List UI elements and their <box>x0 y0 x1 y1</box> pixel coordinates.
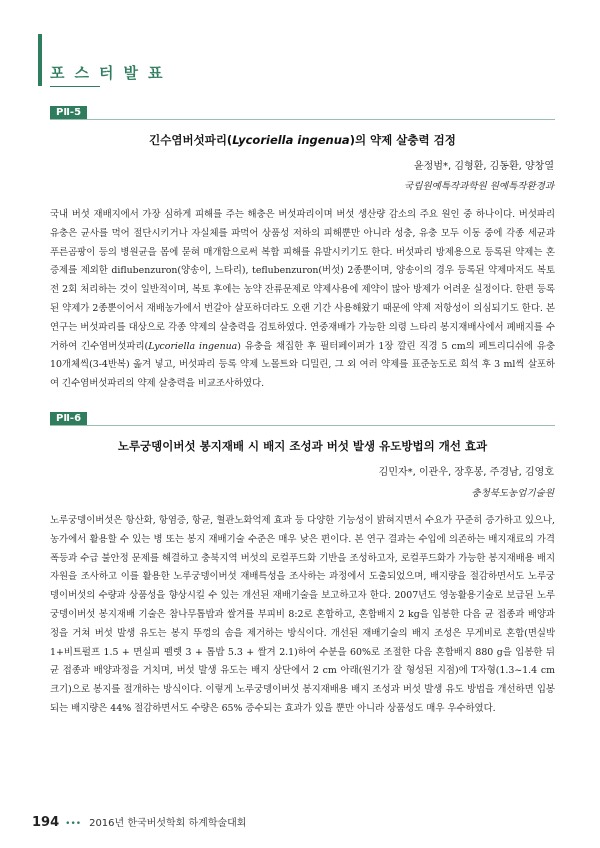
paper-2-authors: 김민자*, 이관우, 장후봉, 주경남, 김영호 <box>378 467 554 478</box>
paper-2-divider <box>50 425 555 426</box>
section-label-char: 표 <box>148 64 163 82</box>
paper-1-badge-row <box>50 106 555 120</box>
paper-1-title-part: )의 약제 살충력 검정 <box>349 133 456 147</box>
conference-name: 2016년 한국버섯학회 하계학술대회 <box>89 818 247 829</box>
paper-2-affiliation: 충청북도농업기술원 <box>471 488 554 499</box>
paper-1-title-species: Lycoriella ingenua <box>232 133 350 147</box>
page-footer <box>32 814 246 830</box>
paper-2-badge-row <box>50 412 555 426</box>
paper-1-title <box>50 132 555 148</box>
section-label-char: 스 <box>74 64 89 82</box>
page-number: 194 <box>32 815 60 830</box>
paper-1-affiliation: 국립원예특작과학원 원예특작환경과 <box>404 181 554 192</box>
paper-2-title: 노루궁뎅이버섯 봉지재배 시 배지 조성과 버섯 발생 유도방법의 개선 효과 <box>117 439 488 453</box>
section-label-underline <box>50 86 100 87</box>
paper-1-title-part: 긴수염버섯파리( <box>149 133 233 147</box>
paper-1-badge: PⅡ-5 <box>50 106 87 120</box>
section-label-char: 터 <box>99 64 114 82</box>
header-accent-bar <box>38 34 42 86</box>
paper-1-divider <box>50 119 555 120</box>
footer-dots: ••• <box>65 819 82 829</box>
paper-1-abstract-part: 국내 버섯 재배지에서 가장 심하게 피해를 주는 해충은 버섯파리이며 버섯 생산량 감소의 주요 원인 중 하나이다. 버섯파리 유충은 균사를 먹어 절단시키거나 자실체를 파먹어 상품성 저하의 피해뿐만 아니라 성충, 유충 모두 이동 중에 각종 세균과 푸른곰팡이 등의 병원균을 몸에 묻혀 매개함으로써 복합 피해를 유발시키기도 한다. 버섯파리 방제용으로 등록된 약제는 혼증제를 제외한 diflubenzuron(양송이, 느타리), teflubenzuron(버섯) 2종뿐이며, 양송이의 경우 등록된 약제마저도 복토 전 2회 처리하는 것이 일반적이며, 복토 후에는 농약 잔류문제로 약제사용에 제약이 많아 방제가 어려운 실정이다. 한편 등록된 약제가 2종뿐이어서 재배농가에서 번갈아 살포하더라도 오랜 기간 사용해왔기 때문에 약제 저항성이 의심되기도 한다. 본 연구는 버섯파리를 대상으로 각종 약제의 살충력을 검토하였다. 연중재배가 가능한 의령 느타리 봉지재배사에서 폐배지를 수거하여 긴수염버섯파리( <box>50 209 555 352</box>
paper-2-badge: PⅡ-6 <box>50 412 87 426</box>
section-label-char: 포 <box>50 64 65 82</box>
paper-2-abstract: 노루궁뎅이버섯은 항산화, 항염증, 항균, 혈관노화억제 효과 등 다양한 기능성이 밝혀지면서 수요가 꾸준히 증가하고 있으나, 농가에서 활용할 수 있는 병 또는 봉지 재배기술 수준은 매우 낮은 편이다. 본 연구 결과는 수입에 의존하는 배지재료의 가격 폭등과 수급 불안정 문제를 해결하고 충북지역 버섯의 로컬푸드화 기반을 조성하고자, 로컬푸드화가 가능한 봉지재배용 배지자원을 조사하고 이를 활용한 노루궁뎅이버섯 재배특성을 조사하는 과정에서 도출되었으며, 배지량을 절감하면서도 노루궁뎅이버섯의 수량과 상품성을 향상시킬 수 있는 개선된 재배기술을 보고하고자 한다. 2007년도 영농활용기술로 보급된 노루궁뎅이버섯 봉지재배 기술은 참나무톱밥과 쌀겨를 부피비 8:2로 혼합하고, 혼합배지 2 kg을 입봉한 다음 균 접종과 배양과정을 거쳐 버섯 발생 유도는 봉지 뚜껑의 솜을 제거하는 방식이다. 개선된 재배기술의 배지 조성은 무게비로 혼합(면실박 1+비트펄프 1.5 + 면실피 펠렛 3 + 톱밥 5.3 + 쌀겨 2.1)하여 수분을 60%로 조절한 다음 혼합배지 880 g을 입봉한 뒤 균 접종과 배양과정을 거치며, 버섯 발생 유도는 배지 상단에서 2 cm 아래(원기가 잘 형성된 지점)에 T자형(1.3~1.4 cm 크기)으로 봉지를 절개하는 방식이다. 이렇게 노루궁뎅이버섯 봉지재배용 배지 조성과 버섯 발생 유도 방법을 개선하면 입봉되는 배지량은 44% 절감하면서도 수량은 65% 증수되는 효과가 있을 뿐만 아니라 상품성도 매우 우수하였다. <box>50 515 555 714</box>
paper-1-authors: 윤정범*, 김형환, 김동환, 양창열 <box>414 161 554 172</box>
section-label-char: 발 <box>123 64 138 82</box>
paper-1-abstract <box>50 206 555 394</box>
section-label <box>50 62 173 83</box>
paper-1-abstract-species: Lycoriella ingenua <box>148 340 238 352</box>
paper-1-abstract-part: ) 유충을 채집한 후 필터페이퍼가 1장 깔린 직경 5 cm의 페트리디쉬에 유충 10개체씩(3-4반복) 옮겨 넣고, 버섯파리 등록 약제 노몰트와 디밀린, 그 외 여러 약제를 표준농도로 희석 후 3 ml씩 살포하여 긴수염버섯파리의 약제 살충력을 비교조사하였다. <box>50 340 556 390</box>
